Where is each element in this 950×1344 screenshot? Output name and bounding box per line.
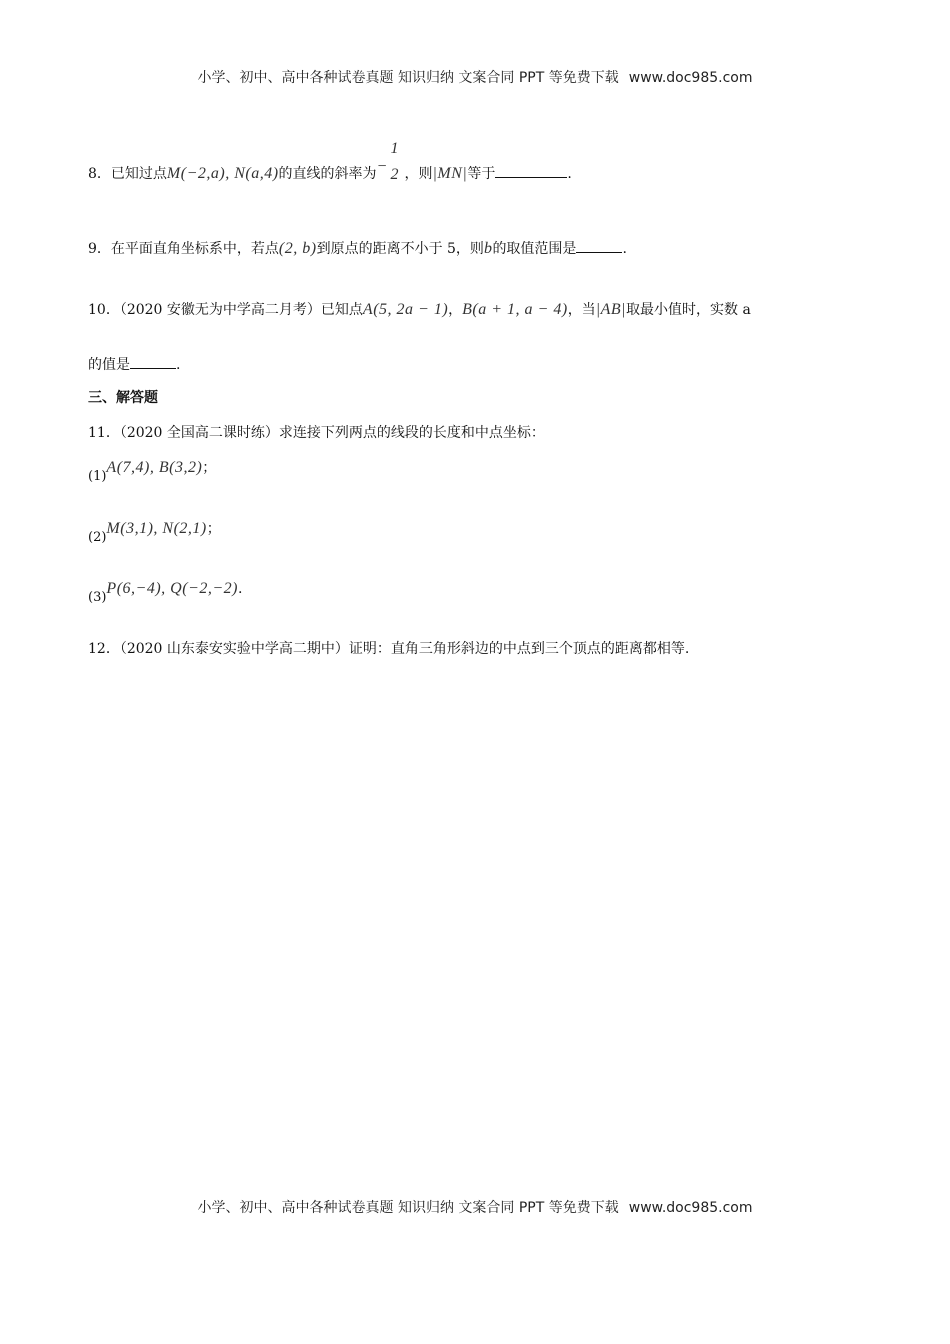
q11-part-2	[88, 518, 221, 545]
q10-answer-blank[interactable]	[130, 356, 176, 369]
q9-text2: 到原点的距离不小于 5，则	[316, 241, 484, 257]
q9-point: (2, b)	[278, 240, 317, 257]
q10-text2: ，当	[567, 302, 596, 318]
section-title: 三、解答题	[88, 390, 158, 406]
header-site: www.doc985.com	[628, 70, 753, 86]
q8-slope-fraction	[376, 140, 405, 183]
question-9	[88, 238, 627, 258]
q8-text1: 已知过点	[110, 166, 167, 182]
q11-number: 11．	[88, 425, 120, 441]
question-10-line2	[88, 354, 180, 374]
q10-end: .	[176, 357, 181, 373]
fraction-sign: −	[376, 158, 388, 175]
q10-comma: ，	[448, 302, 463, 318]
q11-part-1	[88, 457, 217, 484]
q8-text4: 等于	[467, 166, 496, 182]
q10-abs-ab: |AB|	[595, 301, 627, 318]
page-footer	[0, 1197, 950, 1217]
footer-text: 小学、初中、高中各种试卷真题 知识归纳 文案合同 PPT 等免费下载	[197, 1200, 619, 1216]
q9-number: 9．	[88, 241, 111, 257]
q9-answer-blank[interactable]	[576, 240, 622, 253]
q10-number: 10．	[88, 302, 120, 318]
q10-point-a: A(5, 2a − 1)	[362, 301, 449, 318]
q9-text1: 在平面直角坐标系中，若点	[110, 241, 279, 257]
fraction-denominator: 2	[390, 166, 400, 183]
q10-point-b: B(a + 1, a − 4)	[462, 301, 568, 318]
question-10	[88, 299, 751, 319]
q8-abs-mn: |MN|	[432, 165, 468, 182]
q10-source: （2020 安徽无为中学高二月考）已知点	[119, 302, 363, 318]
q8-end: .	[567, 166, 572, 182]
q8-text2: 的直线的斜率为	[278, 166, 377, 182]
part-math: P(6,−4), Q(−2,−2)	[106, 580, 238, 597]
part-end: ；	[202, 460, 217, 476]
q10-line2-text: 的值是	[88, 357, 130, 373]
q9-text3: 的取值范围是	[492, 241, 577, 257]
fraction-numerator: 1	[390, 140, 400, 157]
q12-number: 12．	[88, 641, 120, 657]
q8-number: 8．	[88, 166, 111, 182]
part-label: (1)	[88, 469, 107, 484]
q11-text: （2020 全国高二课时练）求连接下列两点的线段的长度和中点坐标：	[119, 425, 545, 441]
q12-text: （2020 山东泰安实验中学高二期中）证明：直角三角形斜边的中点到三个顶点的距离都相等.	[119, 641, 690, 657]
q11-part-3	[88, 580, 243, 605]
part-end: .	[237, 581, 243, 597]
part-math: M(3,1), N(2,1)	[106, 520, 207, 537]
question-12	[88, 638, 689, 658]
footer-site: www.doc985.com	[628, 1200, 753, 1216]
part-math: A(7,4), B(3,2)	[106, 459, 203, 476]
question-11	[88, 422, 545, 442]
page-header	[0, 67, 950, 87]
q8-points: M(−2,a), N(a,4)	[166, 165, 279, 182]
q9-b: b	[483, 240, 493, 257]
part-label: (3)	[88, 590, 107, 605]
question-8	[88, 140, 572, 183]
header-text: 小学、初中、高中各种试卷真题 知识归纳 文案合同 PPT 等免费下载	[197, 70, 619, 86]
q8-text3: ，则	[404, 166, 433, 182]
q10-text3: 取最小值时，实数 a	[626, 302, 751, 318]
part-label: (2)	[88, 530, 107, 545]
q8-answer-blank[interactable]	[495, 165, 567, 178]
part-end: ；	[206, 521, 221, 537]
q9-end: .	[622, 241, 627, 257]
